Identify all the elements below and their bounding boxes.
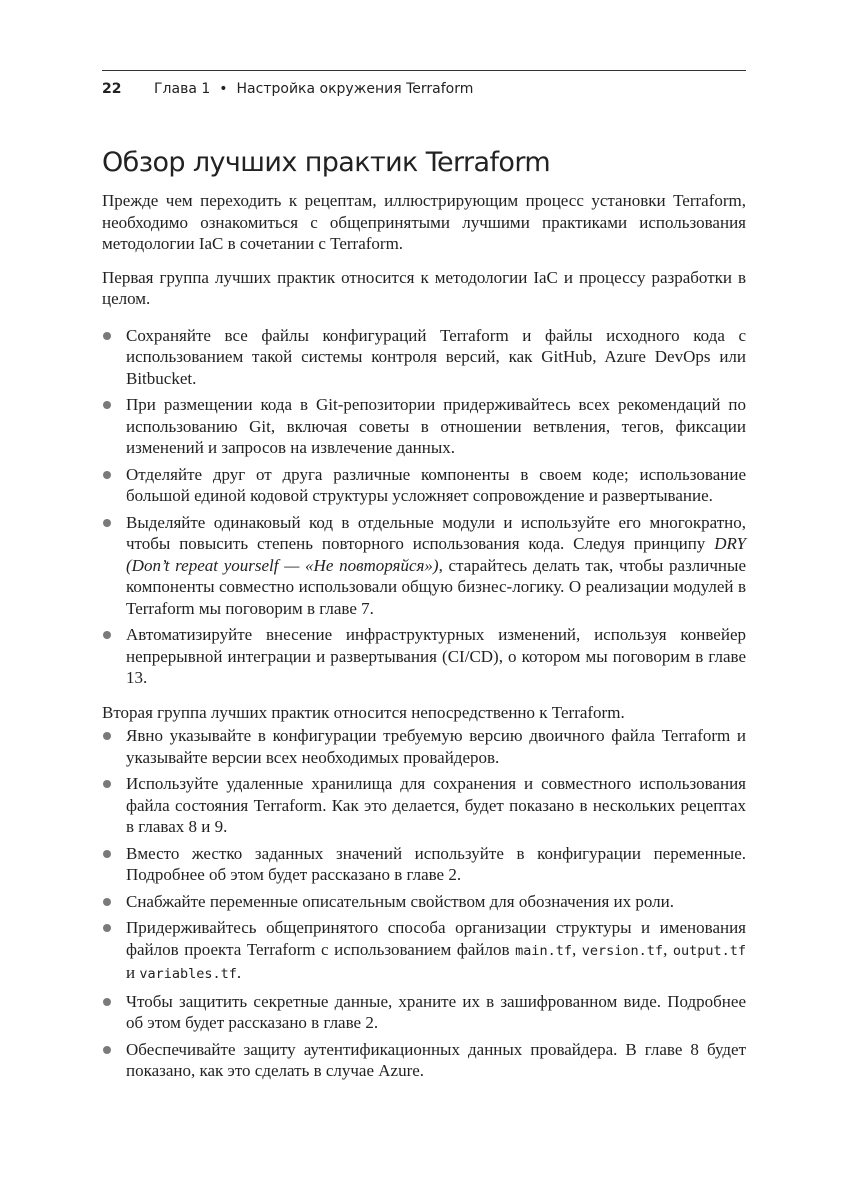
page-number: 22: [102, 81, 122, 97]
list-item-text: Вместо жестко заданных значений используйте в конфигурации переменные. Подробнее об этом будет рассказано в главе 2.: [126, 843, 746, 884]
book-page: [102, 70, 746, 1087]
list-item-text: Автоматизируйте внесение инфраструктурных изменений, используя конвейер непрерывной интеграции и развертывания (CI/CD), о котором мы поговорим в главе 13.: [126, 625, 746, 687]
list-item-text: При размещении кода в Git-репозитории придерживайтесь всех рекомендаций по использованию Git, включая советы в отношении ветвления, тегов, фиксации изменений и запросов на извлечение данных.: [126, 395, 746, 457]
running-header: [102, 80, 746, 98]
separator-text: и: [126, 963, 140, 982]
list-item: [102, 394, 746, 459]
list-item: [102, 1039, 746, 1082]
bullet-icon: [103, 898, 111, 906]
separator-text: .: [236, 963, 242, 982]
intro-paragraph: Прежде чем переходить к рецептам, иллюстрирующим процесс установки Terraform, необходимо ознакомиться с общепринятыми лучшими практиками использования методологии IaC в сочетании с Terraform.: [102, 191, 746, 253]
bullet-icon: [103, 924, 111, 932]
dry-emphasis: DRY (Don’t repeat yourself — «Не повторяйся»): [126, 534, 746, 575]
bullet-icon: [103, 1046, 111, 1054]
list-item-text: Сохраняйте все файлы конфигураций Terraform и файлы исходного кода с использованием такой системы контроля версий, как GitHub, Azure DevOps или Bitbucket.: [126, 325, 746, 388]
bullet-icon: [103, 471, 111, 479]
separator-text: ,: [571, 939, 582, 959]
bullet-icon: [103, 332, 111, 340]
header-separator: •: [219, 81, 228, 97]
list-item-text: , старайтесь делать так, чтобы различные компоненты совместно использовали общую бизнес-логику. О реализации модулей в Terraform мы поговорим в главе 7.: [126, 555, 746, 618]
bullet-icon: [103, 850, 111, 858]
list-item: [102, 843, 746, 886]
list-item: [102, 725, 746, 768]
section-body: [102, 190, 746, 1082]
bullet-icon: [103, 401, 111, 409]
chapter-title: Настройка окружения Terraform: [236, 81, 474, 97]
bullet-icon: [103, 780, 111, 788]
list-item-text: Придерживайтесь общепринятого способа организации структуры и именования файлов проекта Terraform с использованием файлов: [126, 918, 746, 959]
list-item-text: Чтобы защитить секретные данные, храните их в зашифрованном виде. Подробнее об этом будет рассказано в главе 2.: [126, 991, 746, 1032]
group1-intro: Первая группа лучших практик относится к методологии IaC и процессу разработки в целом.: [102, 267, 746, 308]
chapter-label: Глава 1: [154, 81, 211, 97]
list-item: [102, 325, 746, 390]
list-item-text: Снабжайте переменные описательным свойством для обозначения их роли.: [126, 891, 674, 911]
group1-list: [102, 325, 746, 689]
group2-intro: Вторая группа лучших практик относится непосредственно к Terraform.: [102, 702, 625, 722]
section-title: Обзор лучших практик Terraform: [102, 147, 551, 178]
list-item: [102, 991, 746, 1034]
filename-output-tf: output.tf: [672, 942, 747, 959]
list-item: [102, 464, 746, 507]
bullet-icon: [103, 998, 111, 1006]
group2-list: [102, 725, 746, 1082]
bullet-icon: [103, 732, 111, 740]
list-item: [102, 512, 746, 620]
list-item: [102, 624, 746, 689]
list-item: [102, 773, 746, 838]
filename-main-tf: main.tf: [515, 942, 572, 959]
list-item-text: Отделяйте друг от друга различные компоненты в своем коде; использование большой единой кодовой структуры усложняет сопровождение и развертывание.: [126, 464, 746, 505]
list-item-text: Используйте удаленные хранилища для сохранения и совместного использования файла состояния Terraform. Как это делается, будет показано в нескольких рецептах в главах 8 и 9.: [126, 774, 746, 836]
filename-version-tf: version.tf: [581, 942, 664, 959]
header-rule: [102, 70, 746, 71]
bullet-icon: [103, 631, 111, 639]
list-item: [102, 917, 746, 986]
list-item: [102, 891, 746, 913]
filename-variables-tf: variables.tf: [139, 966, 237, 982]
bullet-icon: [103, 519, 111, 527]
list-item-text: Явно указывайте в конфигурации требуемую версию двоичного файла Terraform и указывайте версии всех необходимых провайдеров.: [126, 726, 746, 767]
list-item-text: Выделяйте одинаковый код в отдельные модули и используйте его многократно, чтобы повысить степень повторного использования кода. Следуя принципу: [126, 512, 746, 553]
list-item-text: Обеспечивайте защиту аутентификационных данных провайдера. В главе 8 будет показано, как это сделать в случае Azure.: [126, 1039, 746, 1080]
separator-text: ,: [663, 939, 673, 959]
